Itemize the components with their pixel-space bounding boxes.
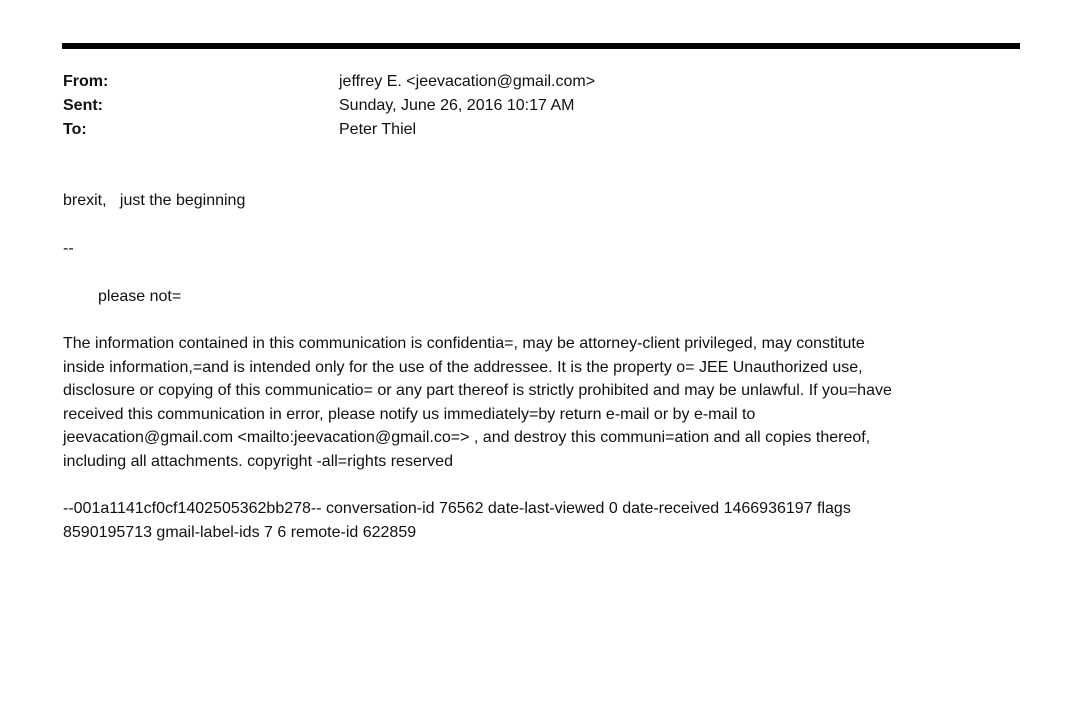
please-note-text: please not= — [98, 288, 182, 305]
confidentiality-disclaimer — [63, 332, 1013, 473]
disclaimer-line: The information contained in this communication is confidentia=, may be attorney-client privileged, may constitute — [63, 335, 865, 352]
to-value: Peter Thiel — [339, 121, 417, 138]
header-divider — [62, 43, 1020, 49]
message-text: brexit, just the beginning — [63, 192, 246, 209]
disclaimer-line: inside information,=and is intended only for the use of the addressee. It is the property o= JEE Unauthorized use, — [63, 358, 863, 376]
message-metadata — [63, 497, 1013, 545]
disclaimer-line: including all attachments. copyright -all=rights reserved — [63, 452, 453, 470]
sent-row — [63, 94, 1013, 118]
email-header — [63, 70, 1013, 142]
signature-separator: -- — [63, 240, 74, 257]
disclaimer-line: disclosure or copying of this communicatio= or any part thereof is strictly prohibited and may be unlawful. If you=have — [63, 382, 892, 399]
sent-value: Sunday, June 26, 2016 10:17 AM — [339, 97, 575, 114]
sent-label: Sent: — [63, 97, 103, 114]
from-row — [63, 70, 1013, 94]
disclaimer-line: received this communication in error, please notify us immediately=by return e-mail or by e-mail to — [63, 405, 756, 423]
metadata-line: --001a1141cf0cf1402505362bb278-- conversation-id 76562 date-last-viewed 0 date-received 1466936197 flags — [63, 500, 851, 517]
to-label: To: — [63, 121, 87, 138]
to-row — [63, 118, 1013, 142]
from-label: From: — [63, 73, 109, 90]
metadata-line: 8590195713 gmail-label-ids 7 6 remote-id 622859 — [63, 524, 417, 541]
from-value: jeffrey E. <jeevacation@gmail.com> — [339, 73, 596, 90]
disclaimer-line: jeevacation@gmail.com <mailto:jeevacation@gmail.co=> , and destroy this communi=ation and all copies thereof, — [63, 429, 871, 446]
